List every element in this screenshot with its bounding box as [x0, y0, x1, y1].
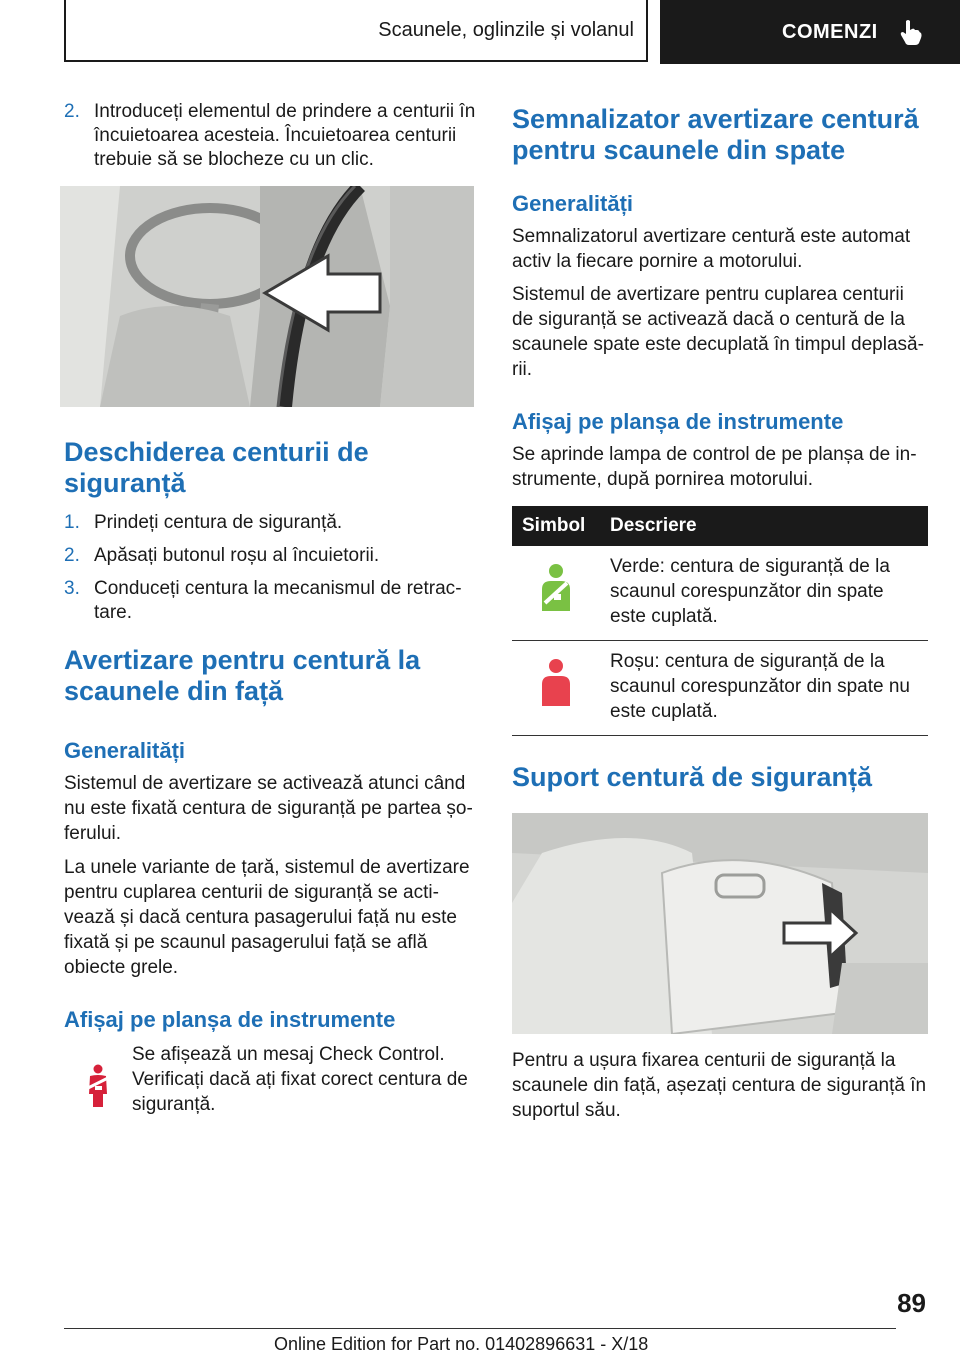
seat-illustration — [60, 186, 474, 407]
list-item — [64, 100, 478, 172]
step-text: Conduceți centura la mecanismul de retractare. — [94, 578, 462, 623]
check-control-text: Se afișează un mesaj Check Control. Verificați dacă ați fixat corect centura de siguranță. — [132, 1044, 468, 1115]
footer-rule — [64, 1328, 896, 1329]
display-heading: Afișaj pe planșa de instrumente — [512, 409, 844, 434]
display-heading: Afișaj pe planșa de instrumente — [64, 1007, 396, 1032]
seatbelt-warning-icon — [64, 1042, 132, 1108]
belt-holder-illustration — [512, 813, 928, 1034]
section-title: Scaunele, oglinzile și volanul — [64, 0, 648, 62]
table-header-description: Descriere — [600, 506, 928, 546]
display-text: Se aprinde lampa de control de pe planșa de instrumente, după pornirea motorului. — [512, 444, 917, 490]
step-number: 2. — [64, 101, 80, 122]
general-paragraph-2: Sistemul de avertizare pentru cuplarea centurii de siguranță se activează dacă o centură de la scaunele spate este decuplată în timpul deplasării. — [512, 284, 924, 380]
step-number: 2. — [64, 545, 80, 566]
left-column — [64, 100, 478, 1117]
step-number: 3. — [64, 578, 80, 599]
general-heading: Generalități — [64, 738, 186, 763]
belt-holder-heading: Suport centură de siguranță — [512, 762, 873, 792]
front-warning-heading: Avertizare pentru centură la scaunele din față — [64, 645, 421, 706]
list-item — [64, 577, 478, 625]
step-number: 1. — [64, 512, 80, 533]
belt-holder-text: Pentru a ușura fixarea centurii de siguranță la scaunele din față, așezați centura de siguranță în suportul său. — [512, 1050, 927, 1121]
page-number: 89 — [897, 1288, 926, 1318]
step-text: Introduceți elementul de prindere a centurii în încuietoarea acesteia. Încuietoarea centurii trebuie să se blocheze cu un clic. — [94, 101, 476, 170]
table-header-symbol: Simbol — [512, 506, 600, 546]
general-paragraph-1: Sistemul de avertizare se activează atunci când nu este fixată centura de siguranță pe partea șoferului. — [64, 773, 473, 844]
pointing-hand-icon — [900, 19, 922, 45]
green-seatbelt-icon — [539, 563, 573, 613]
symbol-cell — [512, 641, 600, 736]
step-text: Apăsați butonul roșu al încuietorii. — [94, 545, 380, 566]
fasten-steps — [64, 100, 478, 172]
list-item — [64, 544, 478, 568]
table-header-row — [512, 506, 928, 546]
step-text: Prindeți centura de siguranță. — [94, 512, 343, 533]
description-cell: Verde: centura de siguranță de la scaunul corespunzător din spate este cuplată. — [600, 546, 928, 641]
description-cell: Roșu: centura de siguranță de la scaunul corespunzător din spate nu este cuplată. — [600, 641, 928, 736]
general-paragraph-2: La unele variante de țară, sistemul de avertizare pentru cuplarea centurii de siguranță se activează și dacă centura pasagerului față nu este fixată și pe scaunul pasagerului față se află obiecte grele. — [64, 857, 470, 978]
rear-warning-heading: Semnalizator avertizare centură pentru scaunele din spate — [512, 104, 919, 165]
symbol-table — [512, 506, 928, 736]
table-row — [512, 546, 928, 641]
table-row — [512, 641, 928, 736]
red-seat-icon — [539, 658, 573, 708]
check-control-note — [64, 1042, 478, 1117]
open-belt-heading: Deschiderea centurii de siguranță — [64, 437, 369, 498]
chapter-tab[interactable] — [660, 0, 960, 64]
general-paragraph-1: Semnalizatorul avertizare centură este automat activ la fiecare pornire a motorului. — [512, 226, 911, 272]
right-column — [512, 104, 930, 1123]
seatbelt-buckle-illustration — [60, 186, 474, 407]
edition-text: Online Edition for Part no. 01402896631 - X/18 — [274, 1334, 649, 1354]
page-header — [64, 0, 960, 64]
symbol-cell — [512, 546, 600, 641]
chapter-label: COMENZI — [782, 20, 878, 43]
general-heading: Generalități — [512, 191, 634, 216]
open-steps — [64, 511, 478, 625]
rear-seat-illustration — [512, 813, 928, 1034]
list-item — [64, 511, 478, 535]
